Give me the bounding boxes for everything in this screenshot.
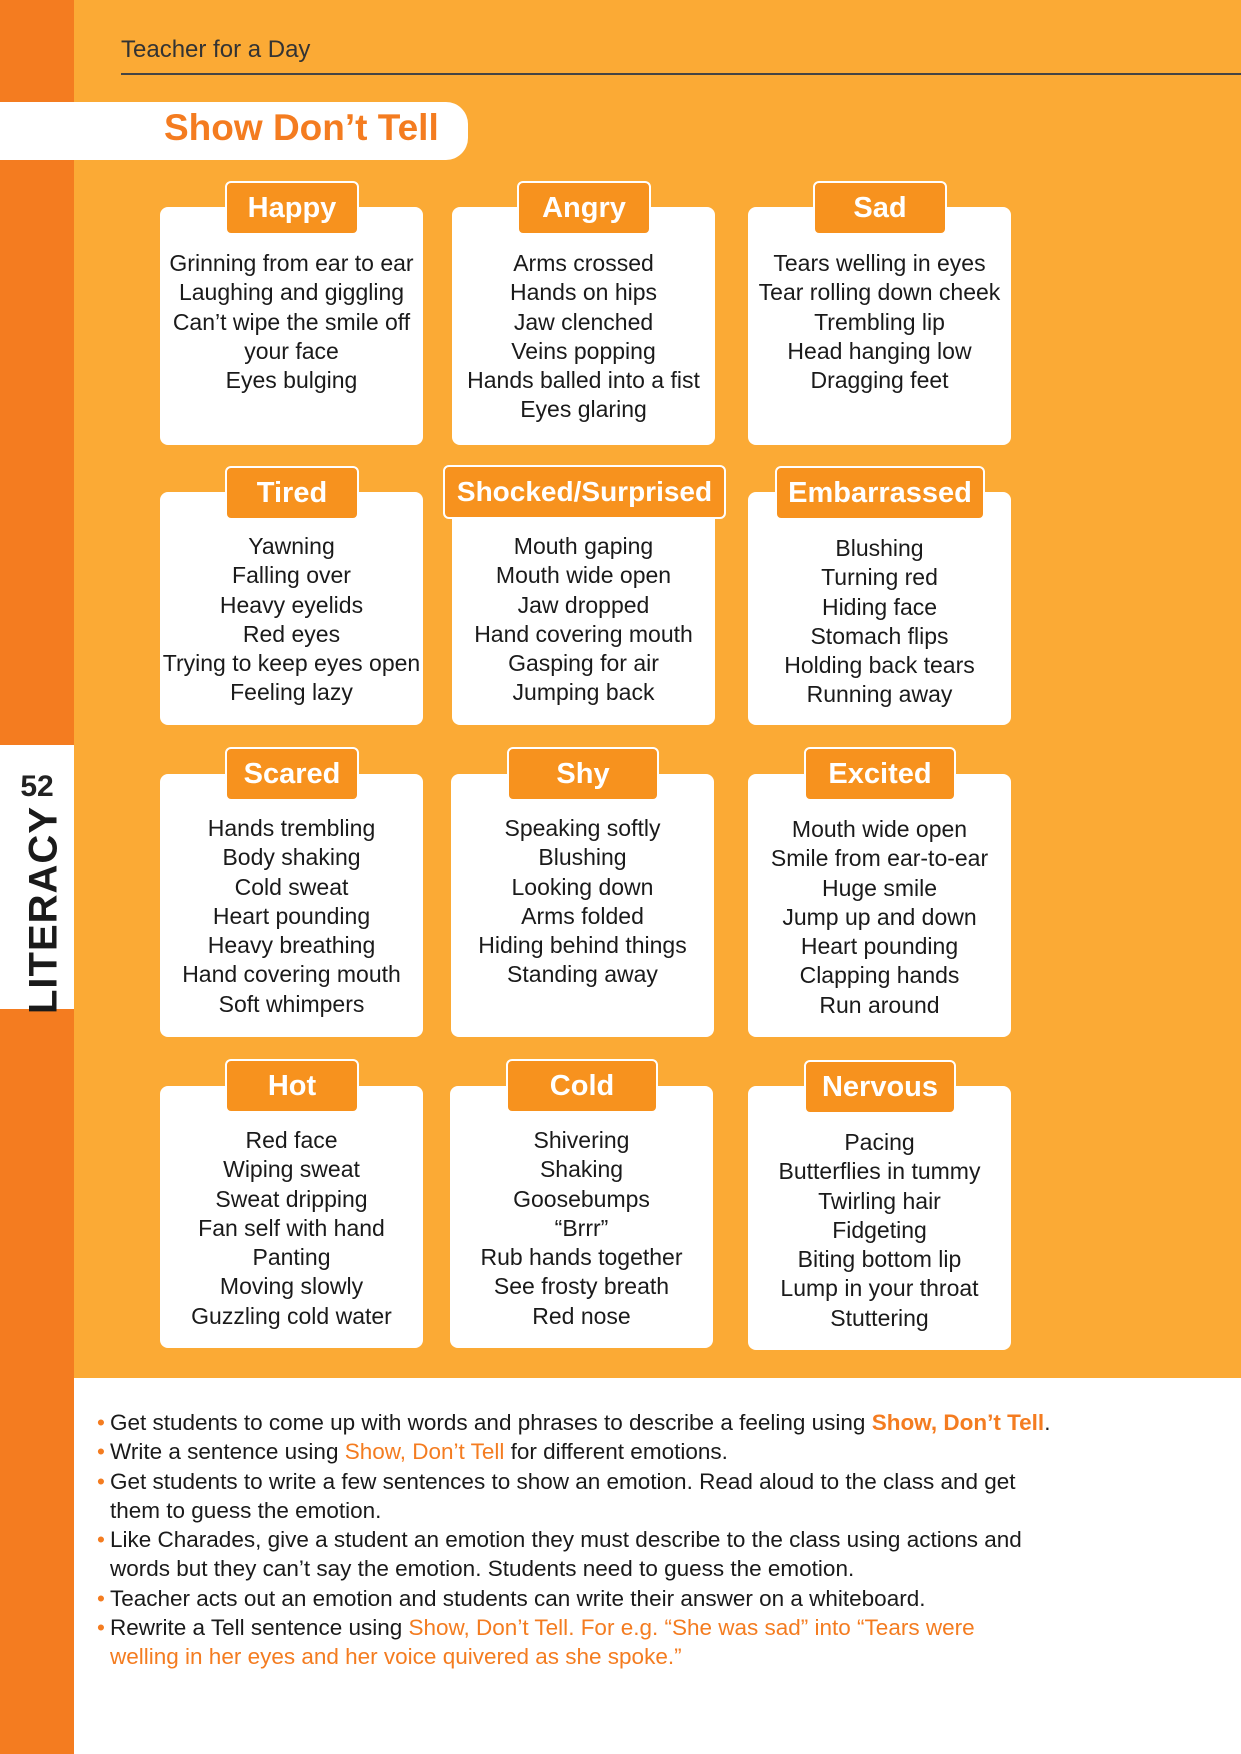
emotion-card-excited	[748, 774, 1011, 1037]
emotion-line: Moving slowly	[219, 1273, 364, 1300]
emotion-line: Blushing	[538, 844, 627, 871]
emotion-line: Shaking	[539, 1156, 624, 1183]
note-item: • Get students to come up with words and phrases to describe a feeling using Show, Don’t Tell.	[97, 1408, 1097, 1437]
emotion-lines	[748, 1128, 1011, 1333]
emotion-line: “Brrr”	[554, 1214, 609, 1241]
emotion-card-tired	[160, 492, 423, 725]
emotion-label-shocked-surprised: Shocked/Surprised	[443, 465, 726, 519]
emotion-lines	[160, 249, 423, 395]
emotion-lines	[452, 532, 715, 708]
emotion-label-hot: Hot	[225, 1059, 359, 1113]
emotion-card-sad	[748, 207, 1011, 445]
emotion-label-happy: Happy	[225, 181, 359, 235]
emotion-line: Dragging feet	[810, 367, 949, 394]
emotion-line: Running away	[806, 681, 953, 708]
emotion-line: Jumping back	[512, 679, 655, 706]
emotion-line: Trembling lip	[814, 308, 945, 335]
note-item: • Write a sentence using Show, Don’t Tell for different emotions.	[97, 1437, 1097, 1466]
header-divider	[121, 73, 1241, 75]
emotion-label-cold: Cold	[506, 1059, 658, 1113]
note-item: • Teacher acts out an emotion and students can write their answer on a whiteboard.	[97, 1584, 1097, 1613]
emotion-lines	[160, 532, 423, 708]
note-item: • Get students to write a few sentences to show an emotion. Read aloud to the class and get them to guess the emotion.	[97, 1468, 1016, 1523]
bullet-icon: •	[97, 1615, 105, 1641]
emotion-line: Hand covering mouth	[182, 961, 401, 988]
emotion-card-scared	[160, 774, 423, 1037]
emotion-card-nervous	[748, 1086, 1011, 1350]
emotion-line: Twirling hair	[818, 1187, 941, 1214]
emotion-line: Clapping hands	[799, 962, 960, 989]
emotion-line: Mouth wide open	[791, 816, 968, 842]
running-header: Teacher for a Day	[121, 36, 311, 63]
highlight-phrase: Show, Don’t Tell	[408, 1615, 569, 1641]
page-number: 52	[20, 770, 54, 803]
page-title: Show Don’t Tell	[164, 107, 439, 148]
note-item: • Like Charades, give a student an emotion they must describe to the class using actions and words but they can’t say the emotion. Students need to guess the emotion.	[97, 1527, 1022, 1582]
emotion-line: Butterflies in tummy	[778, 1158, 981, 1185]
emotion-line: Cold sweat	[234, 873, 349, 900]
emotion-line: Turning red	[821, 564, 938, 591]
emotion-card-shocked-surprised	[452, 492, 715, 725]
emotion-line: Blushing	[835, 535, 924, 561]
emotion-line: your face	[244, 337, 339, 364]
emotion-line: Red eyes	[242, 620, 341, 647]
emotion-card-cold	[450, 1086, 713, 1348]
emotion-label-scared: Scared	[225, 747, 359, 801]
emotion-line: Pacing	[844, 1129, 915, 1155]
emotion-line: Run around	[819, 991, 940, 1018]
emotion-line: Head hanging low	[787, 337, 972, 364]
emotion-lines	[452, 249, 715, 425]
emotion-lines	[748, 815, 1011, 1020]
emotion-line: Mouth gaping	[513, 533, 654, 559]
emotion-line: Hands balled into a fist	[467, 367, 700, 394]
emotion-line: Biting bottom lip	[797, 1246, 962, 1273]
emotion-line: Hands on hips	[509, 279, 658, 306]
emotion-line: Fidgeting	[832, 1216, 927, 1243]
emotion-line: Hand covering mouth	[474, 620, 693, 647]
emotion-line: Hiding face	[821, 593, 938, 620]
bullet-icon: •	[97, 1439, 105, 1465]
emotion-label-angry: Angry	[517, 181, 651, 235]
emotion-line: Hiding behind things	[478, 932, 687, 959]
emotion-line: Heart pounding	[212, 902, 371, 929]
emotion-label-tired: Tired	[225, 466, 359, 520]
emotion-lines	[451, 814, 714, 990]
emotion-line: Veins popping	[511, 337, 656, 364]
emotion-line: Trying to keep eyes open	[162, 650, 421, 677]
emotion-line: Lump in your throat	[780, 1275, 979, 1302]
emotion-line: See frosty breath	[493, 1273, 670, 1300]
emotion-lines	[160, 1126, 423, 1331]
emotion-line: Tear rolling down cheek	[758, 279, 1001, 306]
emotion-line: Shivering	[533, 1127, 630, 1153]
emotion-lines	[160, 814, 423, 1019]
emotion-card-shy	[451, 774, 714, 1037]
emotion-line: Rub hands together	[480, 1244, 683, 1271]
emotion-label-nervous: Nervous	[804, 1060, 956, 1114]
emotion-line: Mouth wide open	[495, 562, 672, 589]
teaching-notes	[97, 1408, 1097, 1672]
emotion-lines	[748, 249, 1011, 395]
emotion-line: Jaw dropped	[517, 591, 650, 618]
bullet-icon: •	[97, 1468, 105, 1494]
emotion-line: Looking down	[511, 873, 654, 900]
emotion-line: Jaw clenched	[513, 308, 654, 335]
emotion-line: Yawning	[248, 533, 335, 559]
emotion-line: Eyes glaring	[520, 396, 647, 423]
bullet-icon: •	[97, 1410, 105, 1435]
emotion-line: Feeling lazy	[230, 679, 353, 706]
emotion-line: Panting	[252, 1244, 331, 1271]
emotion-line: Grinning from ear to ear	[169, 250, 414, 276]
bullet-icon: •	[97, 1585, 105, 1611]
emotion-label-shy: Shy	[507, 747, 659, 801]
emotion-label-sad: Sad	[813, 181, 947, 235]
emotion-line: Red face	[245, 1127, 338, 1153]
emotion-line: Gasping for air	[508, 650, 659, 677]
emotion-line: Standing away	[507, 961, 658, 988]
emotion-card-angry	[452, 207, 715, 445]
emotion-line: Hands trembling	[207, 815, 376, 841]
emotion-line: Arms folded	[521, 902, 644, 929]
emotion-card-happy	[160, 207, 423, 445]
emotion-line: Jump up and down	[782, 903, 977, 930]
highlight-phrase: Show, Don’t Tell	[871, 1410, 1045, 1435]
emotion-line: Speaking softly	[504, 815, 661, 841]
emotion-line: Huge smile	[821, 874, 938, 901]
emotion-line: Holding back tears	[784, 652, 975, 679]
emotion-lines	[450, 1126, 713, 1331]
emotion-line: Heavy breathing	[207, 932, 376, 959]
emotion-line: Body shaking	[222, 844, 361, 871]
note-item: • Rewrite a Tell sentence using Show, Don’t Tell. For e.g. “She was sad” into “Tears were welling in her eyes and her voice quivered as she spoke.”	[97, 1615, 975, 1670]
emotion-card-hot	[160, 1086, 423, 1348]
example-text: . For e.g. “She was sad” into “Tears were welling in her eyes and her voice quivered as she spoke.”	[110, 1615, 975, 1670]
bullet-icon: •	[97, 1527, 105, 1553]
emotion-line: Goosebumps	[513, 1185, 650, 1212]
emotion-line: Fan self with hand	[198, 1214, 385, 1241]
emotion-line: Stuttering	[830, 1304, 929, 1331]
highlight-phrase: Show, Don’t Tell	[344, 1439, 505, 1465]
emotion-line: Laughing and giggling	[178, 279, 405, 306]
emotion-line: Stomach flips	[810, 622, 949, 649]
emotion-line: Falling over	[232, 562, 351, 589]
emotion-line: Tears welling in eyes	[773, 250, 986, 276]
emotion-line: Smile from ear-to-ear	[770, 845, 989, 872]
emotion-line: Arms crossed	[513, 250, 654, 276]
emotion-line: Sweat dripping	[215, 1185, 368, 1212]
emotion-line: Heavy eyelids	[219, 591, 364, 618]
emotion-line: Guzzling cold water	[191, 1302, 392, 1329]
emotion-line: Heart pounding	[800, 933, 959, 960]
emotion-line: Wiping sweat	[223, 1156, 360, 1183]
emotion-line: Red nose	[532, 1302, 631, 1329]
emotion-line: Can’t wipe the smile off	[172, 308, 411, 335]
emotion-label-excited: Excited	[804, 747, 956, 801]
emotion-line: Soft whimpers	[218, 990, 365, 1017]
emotion-card-embarrassed	[748, 492, 1011, 725]
emotion-lines	[748, 534, 1011, 710]
section-label: LITERACY	[21, 806, 66, 1014]
emotion-label-embarrassed: Embarrassed	[775, 466, 985, 520]
emotion-line: Eyes bulging	[225, 367, 358, 394]
